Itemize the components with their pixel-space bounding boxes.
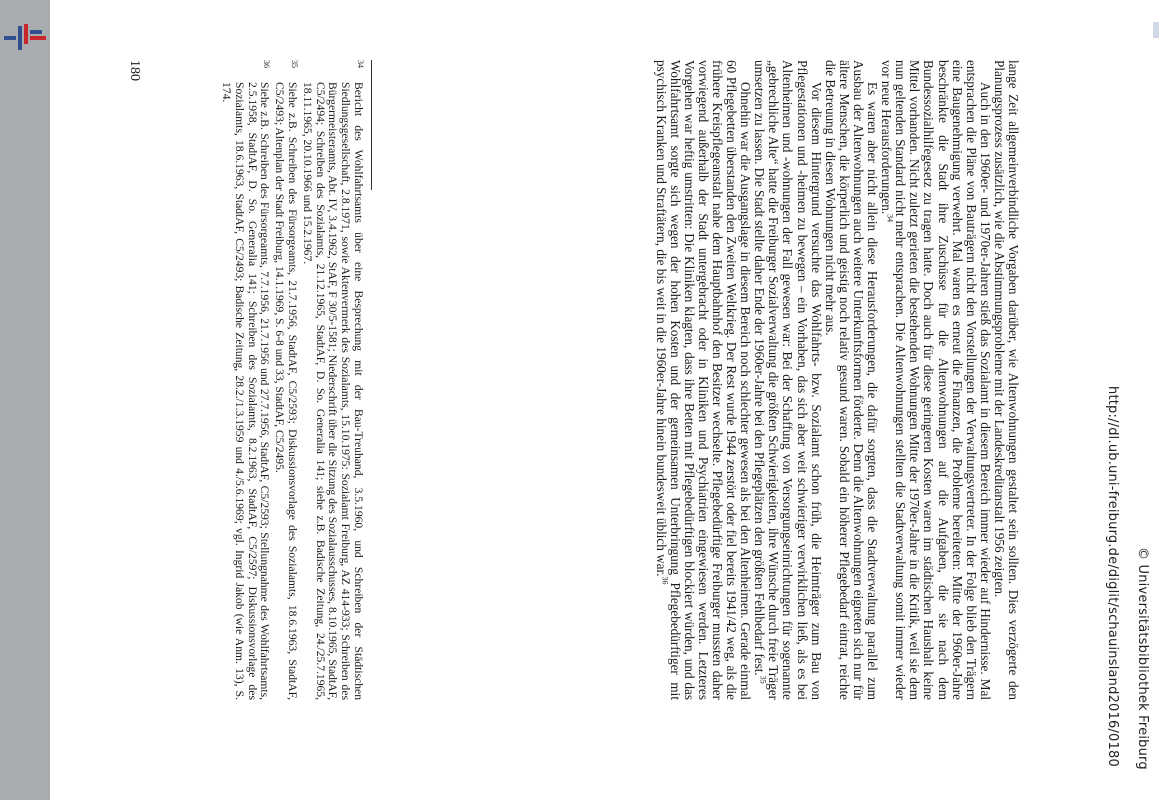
page-number: 180 xyxy=(127,60,142,81)
source-url[interactable]: http://dl.ub.uni-freiburg.de/diglit/schauinsland2016/0180 xyxy=(1105,386,1120,767)
copyright-notice: © Universitätsbibliothek Freiburg xyxy=(1135,547,1150,770)
paragraph-4: Vor diesem Hintergrund versuchte das Wohlfahrts- bzw. Sozialamt schon früh, die Heimträger zum Bau von Pflegestationen und -heimen zu bewegen – ein Vorhaben, das sich aber weit schwieriger verwirklichen ließ, als es bei Altenheimen und -wohnungen der Fall gewesen war: Bei der Schaffung von Versorgungseinrichtungen für sogenannte „gebrechliche Alte“ hatte die Freiburger Sozialverwaltung die größten Schwierigkeiten, ihre Wünsche durch freie Träger umsetzen zu lassen. Die Stadt stellte daher Ende der 1960er-Jahre bei den Pflegeplätzen den größten Fehlbedarf fest.$^{35}$ xyxy=(752,60,824,700)
paragraph-1: lange Zeit allgemeinverbindliche Vorgaben darüber, wie Altenwohnungen gestaltet sein sollten. Dies verzögerte den Planungsprozess zusätzlich, wie die Abstimmungsprobleme mit der Landeskreditanstalt 1956 zeigten. xyxy=(991,60,1021,700)
paragraph-2: Auch in den 1960er- und 1970er-Jahren stieß das Sozialamt in diesem Bereich immer wieder auf Hindernisse. Mal entsprachen die Pläne von Bauträgern nicht den Vorstellungen der Verwaltungsvertreter. In der Folge blieb den Trägern eine Baugenehmigung verwehrt. Mal waren es erneut die Finanzen, die Probleme bereiteten: Mitte der 1960er-Jahre beschränkte die Stadt ihre Zuschüsse für die Altenwohnungen auf die Aufgaben, die sie nach dem Bundessozialhilfegesetz zu tragen hatte. Doch auch für diese geringeren Kosten waren im städtischen Haushalt keine Mittel vorhanden. Nicht zuletzt gerieten die bestehenden Wohnungen Mitte der 1970er-Jahre in die Kritik, weil sie dem nun geltenden Standard nicht mehr entsprachen. Die Altenwohnungen stellten die Stadtverwaltung somit immer wieder vor neue Herausforderungen.$^{34}$ xyxy=(879,60,993,700)
paragraph-3: Es waren aber nicht allein diese Herausforderungen, die dafür sorgten, dass die Stadtverwaltung parallel zum Ausbau der Altenwohnungen auch weitere Unterkunftsformen förderte. Denn die Altenwohnungen eigneten sich nur für ältere Menschen, die körperlich und geistig noch relativ gesund waren. Sobald ein höherer Pflegebedarf eintrat, reichte die Betreuung in diesen Wohnungen nicht mehr aus. xyxy=(822,60,881,700)
scroll-indicator[interactable] xyxy=(1153,22,1159,38)
footnote-ref-36: 36 xyxy=(660,576,670,585)
footnote-separator xyxy=(371,60,372,190)
footnote-35: 35 Siehe z.B. Schreiben des Fürsorgeamts, 21.7.1956, StadtAF, C5/2593; Diskussionsvorlage des Sozialamts, 18.6.1963, StadtAF, C5/2493; Altenplan der Stadt Freiburg, 14.1.1969, S. 6-8 und 33, StadtAF, C5/2495. xyxy=(273,60,300,700)
rotated-page xyxy=(40,60,1020,720)
footnote-ref-35: 35 xyxy=(758,675,768,684)
footnote-ref-34: 34 xyxy=(885,214,895,223)
footnotes xyxy=(217,60,364,700)
paragraph-5: Ohnehin war die Ausgangslage in diesem Bereich noch schlechter gewesen als bei den Altenheimen. Gerade einmal 60 Pflegebetten überstanden den Zweiten Weltkrieg. Der Rest wurde 1944 zerstört oder fiel bereits 1941/42 weg, als die frühere Kreispflegeanstalt nahe dem Hauptbahnhof den Besitzer wechselte. Pflegebedürftige Freiburger mussten daher vorwiegend außerhalb der Stadt untergebracht oder in Kliniken und Psychiatrien eingewiesen werden. Letzteres Vorgehen war heftig umstritten: Die Kliniken klagten, dass ihre Betten mit Pflegebedürftigen blockiert würden, und das Wohlfahrtsamt sorgte sich wegen der hohen Kosten und der gemeinsamen Unterbringung Pflegebedürftiger mit psychisch Kranken und Straftätern, die bis weit in die 1960er-Jahre hinein bundesweit üblich war.$^{36}$ xyxy=(653,60,754,700)
footnote-36: 36 Siehe z.B. Schreiben des Fürsorgeamts, 7.7.1956, 21.7.1956 und 27.7.1956, StadtAF, C5/2593; Stellungnahme des Wohlfahrtsamts, 2.5.1958, StadtAF, D. So. Generalia 141; Schreiben des Sozialamts, 8.2.1963, StadtAF, C5/2597; Diskussionsvorlage des Sozialamts, 18.6.1963, StadtAF, C5/2493; Badische Zeitung, 28.2./1.3.1959 und 4./5.6.1969; vgl. Ingrid Jakob (wie Anm. 13), S. 174. xyxy=(220,60,272,700)
ub-freiburg-logo-icon[interactable] xyxy=(4,24,46,52)
main-text xyxy=(654,60,1020,700)
footnote-34: 34 Bericht des Wohlfahrtsamts über eine Besprechung mit der Bau-Treuhand, 3.5.1960, und Schreiben der Städtischen Siedlungsgesellschaft, 2.8.1971, sowie Aktenvermerk des Sozialamts, 15.10.1975: Sozialamt Freiburg, AZ 414-933; Schreiben des Bürgermeisteramts, Abt. IV, 3.4.1962, StAF, F 30/5-1581; Niederschrift über die Sitzung des Sozialausschusses, 8.10.1965, StadtAF, C5/2494; Schreiben des Sozialamts, 21.12.1965, StadtAF, D. So. Generalia 141; siehe z.B. Badische Zeitung, 24./25.7.1965, 18.11.1965, 20.10.1966 und 15.2.1967. xyxy=(300,60,365,700)
